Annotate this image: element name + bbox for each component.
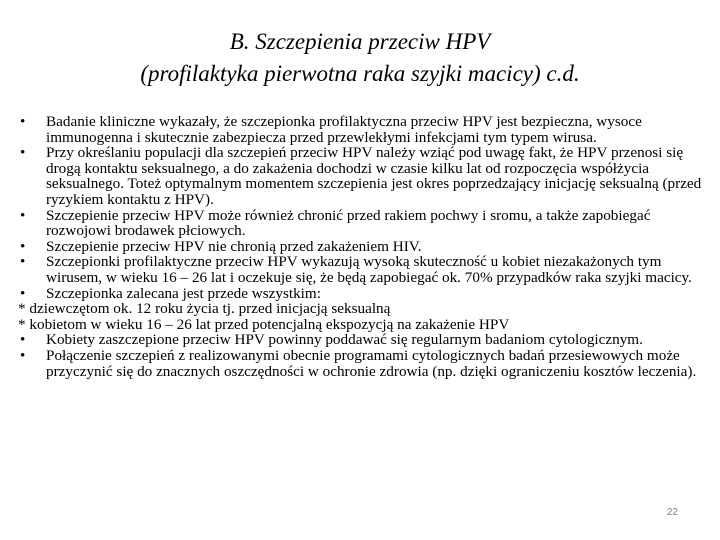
list-item [18,332,708,348]
slide-title [40,26,680,90]
list-item [18,114,708,145]
list-item-text: Szczepionka zalecana jest przede wszystkim: [46,284,321,302]
list-subitem: * kobietom w wieku 16 – 26 lat przed potencjalną ekspozycją na zakażenie HPV [18,315,510,333]
title-line-1: B. Szczepienia przeciw HPV [229,29,491,54]
list-subitem: * dziewczętom ok. 12 roku życia tj. przed inicjacją seksualną [18,300,391,318]
page-number: 22 [666,507,678,518]
bullet-glyph: • [20,331,26,349]
bullet-list [18,114,708,379]
list-item-text: Kobiety zaszczepione przeciw HPV powinny poddawać się regularnym badaniom cytologicznym. [46,331,643,349]
bullet-glyph: • [20,253,26,271]
bullet-glyph: • [20,113,26,130]
bullet-glyph: • [20,284,26,302]
list-item-text: Połączenie szczepień z realizowanymi obecnie programami cytologicznych badań przesiewowych może przyczynić się do znacznych oszczędności w ochronie zdrowia (np. dzięki ograniczeniu kosztów leczenia). [46,346,697,380]
bullet-glyph: • [20,346,26,364]
title-line-2: (profilaktyka pierwotna raka szyjki macicy) c.d. [140,61,580,86]
list-item [18,254,708,285]
list-item [18,145,708,207]
list-item [18,239,708,255]
list-item [18,348,708,379]
list-item-text: Szczepienie przeciw HPV nie chronią przed zakażeniem HIV. [46,237,422,255]
list-item-text: Przy określaniu populacji dla szczepień przeciw HPV należy wziąć pod uwagę fakt, że HPV przenosi się drogą kontaktu seksualnego, a do zakażenia dochodzi w czasie kilku lat od rozpoczęcia współżycia seksualnego. Toteż optymalnym momentem szczepienia jest okres poprzedzający inicjację seksualną (przed ryzykiem kontaktu z HPV). [46,144,702,208]
list-item [18,208,708,239]
bullet-glyph: • [20,206,26,224]
list-item-text: Szczepionki profilaktyczne przeciw HPV wykazują wysoką skuteczność u kobiet niezakażonych tym wirusem, w wieku 16 – 26 lat i oczekuje się, że będą zapobiegać ok. 70% przypadków raka szyjki macicy. [46,253,692,286]
list-item-text: Szczepienie przeciw HPV może również chronić przed rakiem pochwy i sromu, a także zapobiegać rozwojowi brodawek płciowych. [46,206,651,240]
list-item-text: Badanie kliniczne wykazały, że szczepionka profilaktyczna przeciw HPV jest bezpieczna, wysoce immunogenna i skutecznie zabezpiecza przed przewlekłymi infekcjami tym typem wirusa. [46,113,642,146]
bullet-glyph: • [20,237,26,255]
bullet-glyph: • [20,144,26,162]
list-item [18,286,708,302]
